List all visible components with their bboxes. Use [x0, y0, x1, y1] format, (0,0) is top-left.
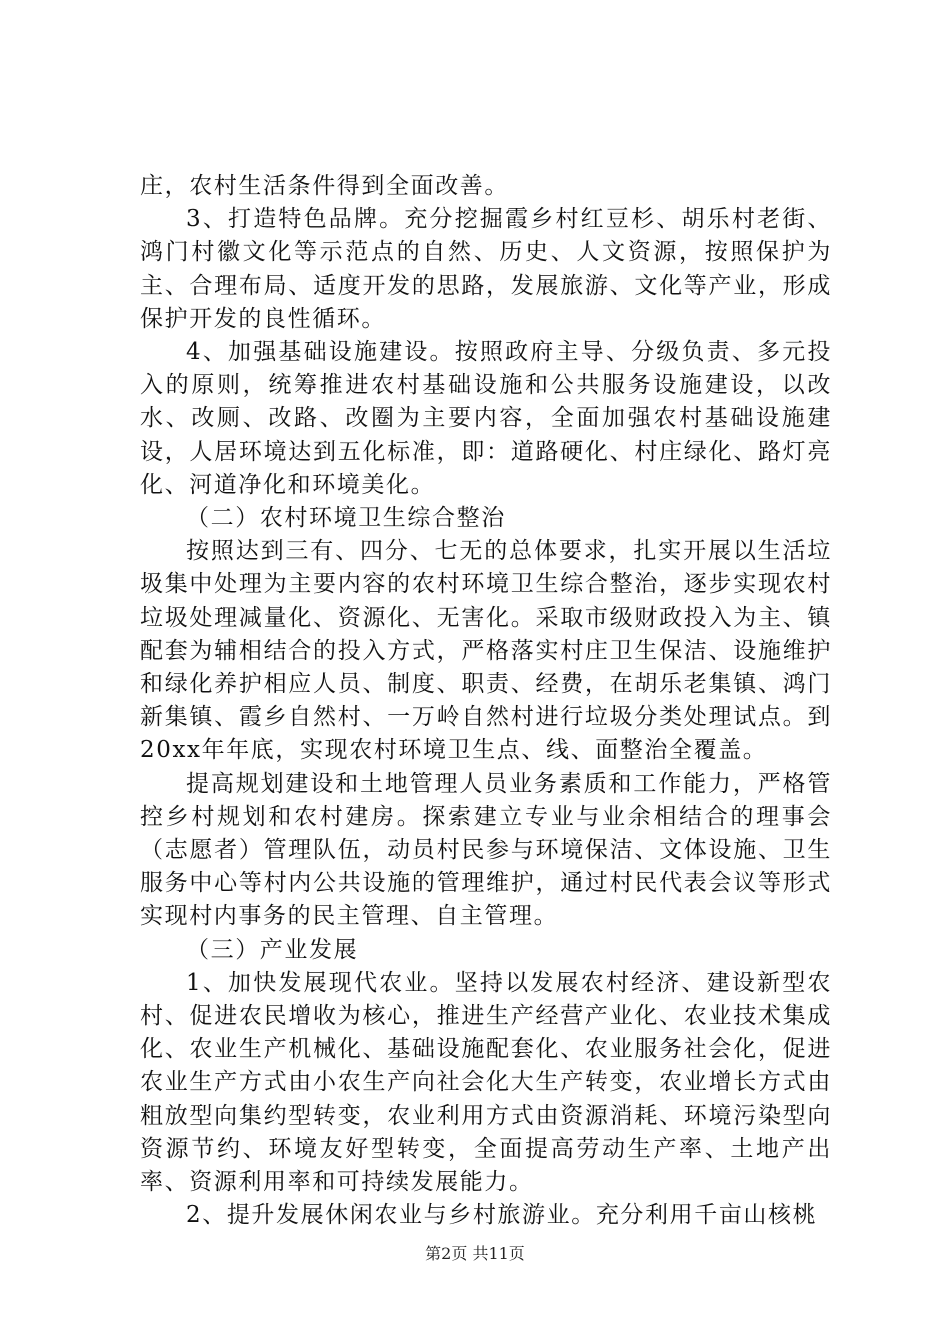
page-number-footer: 第2页 共11页 — [425, 1244, 525, 1263]
section-heading-sanitation: （二）农村环境卫生综合整治 — [186, 505, 506, 532]
paragraph-sanitation: 按照达到三有、四分、七无的总体要求，扎实开展以生活垃圾集中处理为主要内容的农村环境卫生综合整治，逐步实现农村垃圾处理减量化、资源化、无害化。采取市级财政投入为主、镇配套为辅相结合的投入方式，严格落实村庄卫生保洁、设施维护和绿化养护相应人员、制度、职责、经费，在胡乐老集镇、鸿门新集镇、霞乡自然村、一万岭自然村进行垃圾分类处理试点。到20xx年年底，实现农村环境卫生点、线、面整治全覆盖。 — [140, 538, 832, 764]
paragraph-modern-agriculture: 1、加快发展现代农业。坚持以发展农村经济、建设新型农村、促进农民增收为核心，推进生产经营产业化、农业技术集成化、农业生产机械化、基础设施配套化、农业服务社会化，促进农业生产方式由小农生产向社会化大生产转变，农业增长方式由粗放型向集约型转变，农业利用方式由资源消耗、环境污染型向资源节约、环境友好型转变，全面提高劳动生产率、土地产出率、资源利用率和可持续发展能力。 — [140, 969, 832, 1196]
paragraph-infrastructure: 4、加强基础设施建设。按照政府主导、分级负责、多元投入的原则，统筹推进农村基础设施和公共服务设施建设，以改水、改厕、改路、改圈为主要内容，全面加强农村基础设施建设，人居环境达到五化标准，即：道路硬化、村庄绿化、路灯亮化、河道净化和环境美化。 — [140, 339, 832, 498]
paragraph-continuation: 庄，农村生活条件得到全面改善。 — [140, 173, 509, 199]
document-body — [140, 170, 832, 1233]
paragraph-brand: 3、打造特色品牌。充分挖掘霞乡村红豆杉、胡乐村老街、鸿门村徽文化等示范点的自然、历史、人文资源，按照保护为主、合理布局、适度开发的思路，发展旅游、文化等产业，形成保护开发的良性循环。 — [140, 206, 832, 332]
section-heading-industry: （三）产业发展 — [186, 936, 359, 963]
paragraph-planning: 提高规划建设和土地管理人员业务素质和工作能力，严格管控乡村规划和农村建房。探索建立专业与业余相结合的理事会（志愿者）管理队伍，动员村民参与环境保洁、文体设施、卫生服务中心等村内公共设施的管理维护，通过村民代表会议等形式实现村内事务的民主管理、自主管理。 — [140, 770, 832, 930]
paragraph-leisure-tourism: 2、提升发展休闲农业与乡村旅游业。充分利用千亩山核桃 — [186, 1202, 818, 1229]
